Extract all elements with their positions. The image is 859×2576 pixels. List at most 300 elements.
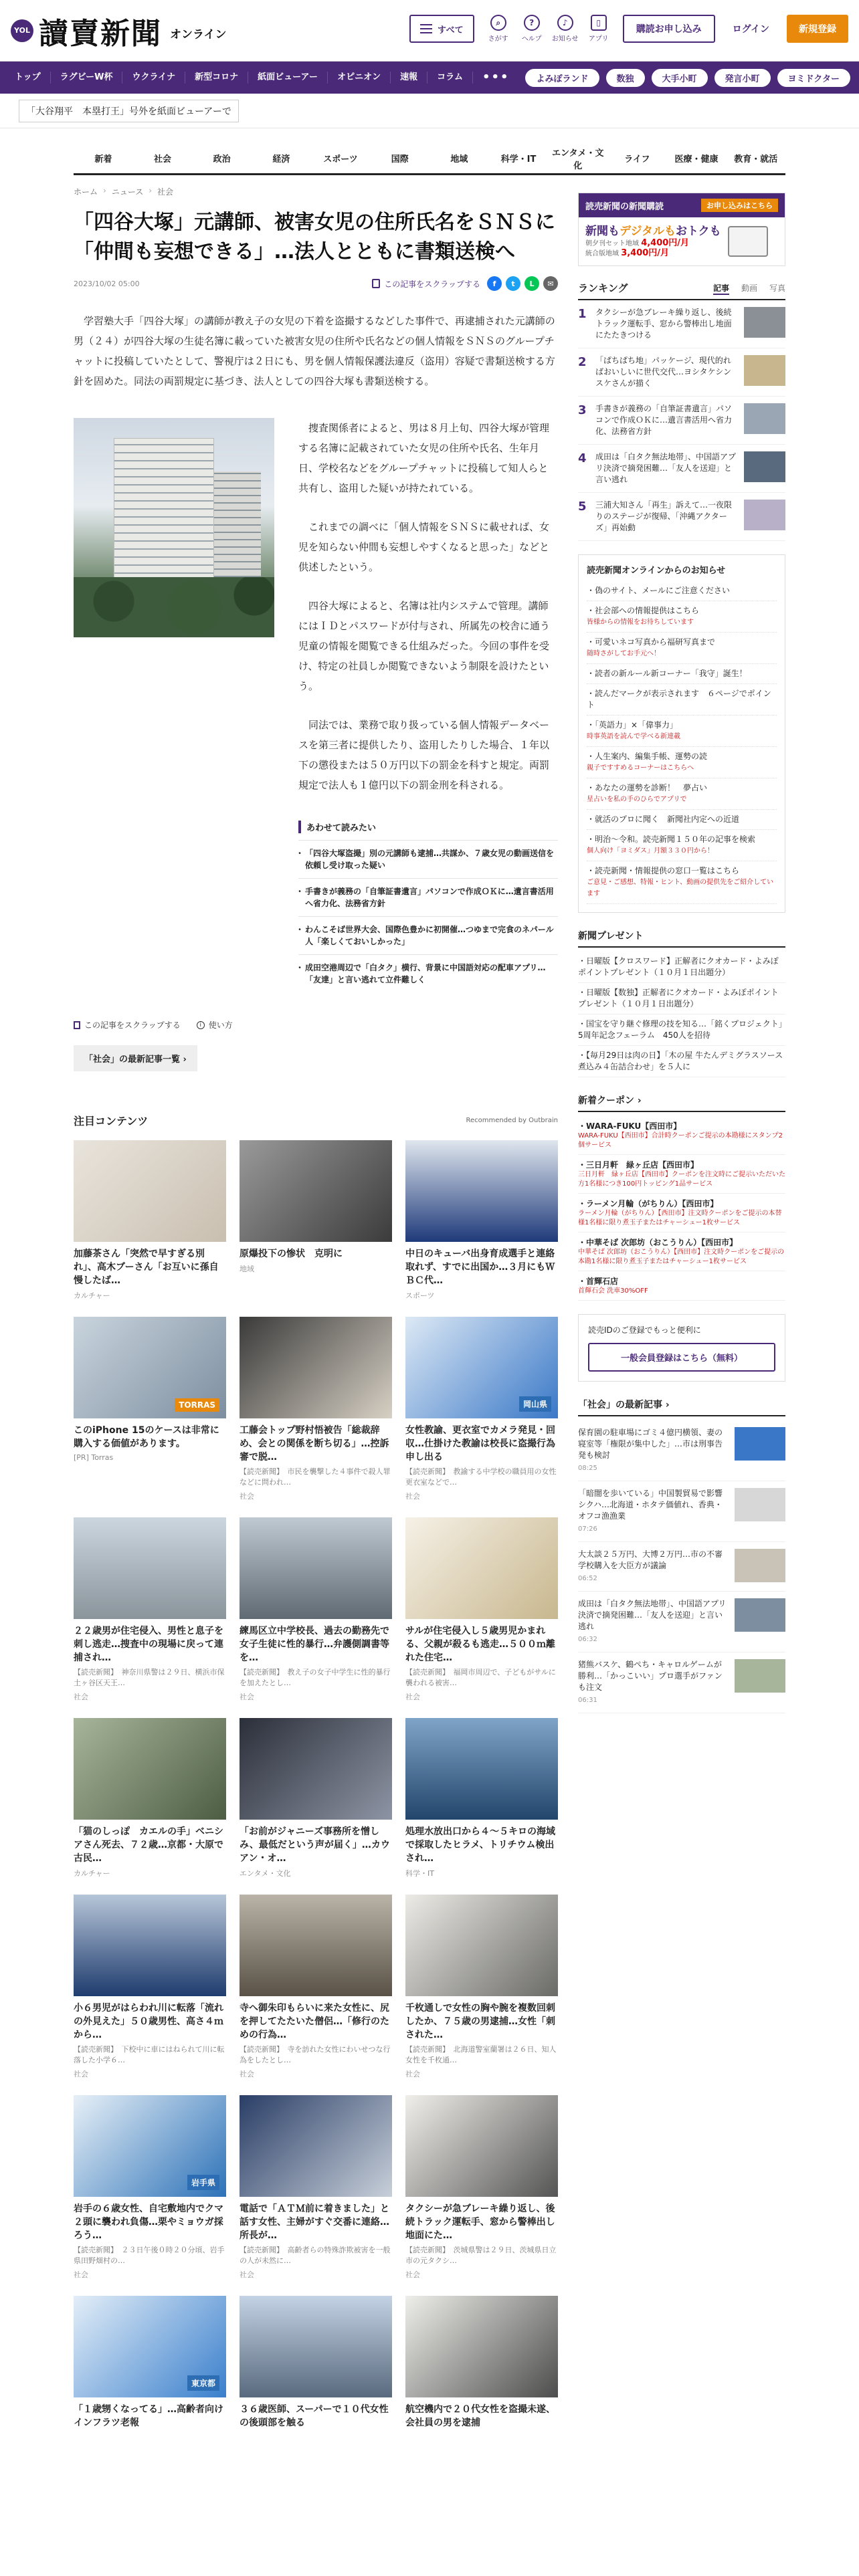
notice-box <box>578 554 785 913</box>
notice-item[interactable] <box>587 716 777 747</box>
latest-text-wrap <box>578 1659 729 1706</box>
ranking-list <box>578 300 785 541</box>
notice-text: ・「英語力」×「偉事力」 <box>587 720 678 730</box>
related-articles <box>298 821 558 992</box>
help-button[interactable] <box>517 15 547 43</box>
notice-text: ・読売新聞・情報提供の窓口一覧はこちら <box>587 866 740 875</box>
login-link[interactable]: ログイン <box>732 24 769 35</box>
article-title: 「四谷大塚」元講師、被害女児の住所氏名をＳＮＳに「仲間も妄想できる」…法人とともに書類送検へ <box>74 211 555 263</box>
latest-text-wrap <box>578 1598 729 1645</box>
latest-item[interactable] <box>578 1592 785 1652</box>
breadcrumb <box>74 186 558 197</box>
global-nav-item[interactable]: 紙面ビューアー <box>248 72 328 84</box>
card-title: 女性教諭、更衣室でカメラ発見・回収…仕掛けた教諭は校長に盗撮行為申し出る <box>405 1425 555 1463</box>
coupon-section <box>578 1093 785 1301</box>
content-card[interactable] <box>74 1317 226 1501</box>
card-thumbnail <box>240 1895 392 1996</box>
ad-price-label-2: 統合版地域 <box>585 250 619 257</box>
related-link[interactable]: ・ 手書きが義務の「自筆証書遺言」パソコンで作成ＯＫに…遺言書活用へ省力化、法務省方針 <box>298 878 558 916</box>
content-card[interactable] <box>240 2095 392 2280</box>
global-nav-item[interactable]: オピニオン <box>328 72 391 84</box>
global-nav-item[interactable]: コラム <box>427 72 473 84</box>
content-card[interactable] <box>240 1517 392 1702</box>
card-title: 中日のキューバ出身育成選手と連絡取れず、すでに出国か…３月にもＷＢＣ代… <box>405 1249 555 1286</box>
ranking-item[interactable] <box>578 348 785 397</box>
share-icons <box>487 276 558 291</box>
bookmark-icon <box>372 279 380 288</box>
notice-text: ・偽のサイト、メールにご注意ください <box>587 586 730 595</box>
usage-label: 使い方 <box>208 1021 233 1030</box>
latest-time: 06:32 <box>578 1636 597 1643</box>
latest-text: 猪熊バスケ、鶴ぺち・キャロルゲームが勝利…「かっこいい」プロ選手がファンも注文 <box>578 1660 723 1692</box>
notice-sub: 皆様からの情報をお待ちしています <box>587 619 694 626</box>
breadcrumb-item[interactable]: ニュース <box>111 187 144 197</box>
bell-button[interactable] <box>551 15 580 43</box>
latest-category-button[interactable]: 「社会」の最新記事一覧 › <box>74 1045 197 1071</box>
notice-item[interactable] <box>587 581 777 601</box>
global-nav-item[interactable]: トップ <box>5 72 51 84</box>
notice-text: ・あなたの運勢を診断！ 夢占い <box>587 783 708 792</box>
card-title: ２２歳男が住宅侵入、男性と息子を刺し逃走…捜査中の現場に戻って連捕され… <box>74 1626 223 1663</box>
section-nav-item[interactable]: スポーツ <box>323 154 358 165</box>
latest-time: 06:52 <box>578 1575 597 1582</box>
card-desc: 【読売新聞】 神奈川県警は２９日、横浜市保土ヶ谷区天王… <box>74 1668 225 1687</box>
card-title: 工藤会トップ野村悟被告「総裁辞め、会との関係を断ち切る」…控訴審で脱… <box>240 1425 389 1463</box>
present-item[interactable]: ・国宝を守り継ぐ修理の技を知る…「銘くプロジェクト」5周年記念フェーラム 450人を招待 <box>578 1014 785 1046</box>
ranking-thumbnail <box>744 307 785 338</box>
breadcrumb-item[interactable]: ホーム <box>74 187 98 197</box>
latest-item[interactable] <box>578 1481 785 1542</box>
card-thumbnail <box>240 2095 392 2197</box>
card-thumbnail <box>240 1140 392 1242</box>
related-list <box>298 840 558 992</box>
content-card[interactable] <box>240 1140 392 1301</box>
card-thumbnail <box>405 1317 558 1418</box>
card-title: 原爆投下の惨状 克明に <box>240 1249 343 1259</box>
card-thumbnail <box>74 2296 226 2397</box>
global-nav-pill[interactable]: 発言小町 <box>714 69 771 87</box>
section-nav-item[interactable]: 教育・就活 <box>734 154 778 165</box>
notice-item[interactable] <box>587 830 777 861</box>
card-desc: 【読売新聞】 北海道警室蘭署は２６日、知人女性を千枚通… <box>405 2045 557 2064</box>
article-paragraph: これまでの調べに「個人情報をＳＮＳに載せれば、女児を知らない仲間も妄想しやすくなると思った」などと供述したという。 <box>298 521 550 573</box>
ranking-text: 手書きが義務の「自筆証書遺言」パソコンで作成ＯＫに…遺言書活用へ省力化、法務省方針 <box>595 404 733 436</box>
notice-text: ・明治〜令和。読売新聞１５０年の記事を検索 <box>587 835 756 844</box>
more-nav-button[interactable]: ••• <box>482 70 510 84</box>
bookmark-icon <box>74 1021 80 1029</box>
section-nav-item[interactable]: 科学・IT <box>500 154 537 165</box>
latest-time: 07:26 <box>578 1525 597 1533</box>
ticker-link[interactable]: 「大谷翔平 本塁打王」号外を紙面ビューアーで <box>19 100 239 122</box>
content-card[interactable] <box>240 2296 392 2430</box>
content-card[interactable] <box>240 1718 392 1879</box>
help-label: ヘルプ <box>521 35 542 43</box>
ranking-text: 成田は「白タク無法地帯」、中国語アプリ決済で摘発困難…「友人を送迎」と言い逃れ <box>595 452 737 484</box>
ranking-text: タクシーが急ブレーキ繰り返し、後続トラック運転手、窓から警棒出し地面にたたきつける <box>595 308 732 340</box>
card-title: 寺へ御朱印もらいに来た女性に、尻を押してたたいた僧侶…「修行のための行為… <box>240 2003 389 2040</box>
section-nav-item[interactable]: ライフ <box>624 154 650 165</box>
latest-text-wrap <box>578 1549 729 1584</box>
latest-item[interactable] <box>578 1420 785 1481</box>
card-desc: 【読売新聞】 教え子の女子中学生に性的暴行を加えたとし… <box>240 1668 391 1687</box>
latest-text: 保育園の駐車場にゴミ４億円横領、妻の寝室等「権限が集中した」…市は刑事告発も検討 <box>578 1428 723 1460</box>
latest-thumbnail <box>735 1488 785 1521</box>
content-card[interactable] <box>405 1140 558 1301</box>
ad-price-1: 4,400円/月 <box>641 238 690 248</box>
photo-trees <box>74 577 274 637</box>
section-nav-item[interactable]: 地域 <box>450 154 468 165</box>
section-nav <box>74 143 785 175</box>
share-bar <box>372 276 558 291</box>
app-label: アプリ <box>588 35 609 43</box>
notice-sub: 親子ですすめるコーナーはこちらへ <box>587 764 694 772</box>
section-nav-item[interactable]: 経済 <box>272 154 290 165</box>
content-card[interactable] <box>74 1517 226 1702</box>
content-card[interactable] <box>405 2095 558 2280</box>
card-category: [PR] Torras <box>74 1453 114 1462</box>
mail-icon[interactable]: ✉ <box>543 276 558 291</box>
card-title: 練馬区立中学校長、過去の勤務先で女子生徒に性的暴行…弁護側調書等を… <box>240 1626 389 1663</box>
device-icon <box>728 226 768 257</box>
ranking-title: ランキング <box>578 282 628 294</box>
present-item[interactable]: ・日曜版【数独】正解者にクオカード・よみぽポイントプレゼント（１０月１日出題分） <box>578 983 785 1014</box>
notice-sub: 星占いを私の手のひらでアプリで <box>587 796 687 803</box>
card-desc: 【読売新聞】 ２３日午後０時２０分頃、岩手県田野畑村の… <box>74 2246 225 2265</box>
ad-catch-1: 新聞も <box>585 225 619 238</box>
card-title: 電話で「ＡＴＭ前に着きました」と話す女性、主婦がすぐ交番に連絡…所長が… <box>240 2204 389 2241</box>
section-nav-item[interactable]: エンタメ・文化 <box>551 148 604 171</box>
section-nav-item[interactable]: 新着 <box>94 154 112 165</box>
card-title: 「お前がジャニーズ事務所を憎しみ、最低だという声が届く」…カウアン・オ… <box>240 1826 390 1864</box>
card-category: 社会 <box>240 2070 254 2078</box>
card-thumbnail <box>74 1140 226 1242</box>
card-category: 社会 <box>74 2270 88 2279</box>
info-icon: i <box>197 1021 205 1029</box>
line-icon[interactable]: L <box>524 276 539 291</box>
coupon-title[interactable]: 新着クーポン › <box>578 1093 785 1112</box>
app-button[interactable] <box>584 15 613 43</box>
ranking-thumbnail <box>744 500 785 530</box>
card-category: エンタメ・文化 <box>240 1869 291 1878</box>
subscribe-button[interactable]: 購読お申し込み <box>623 15 715 43</box>
latest-thumbnail <box>735 1549 785 1582</box>
notice-item[interactable] <box>587 664 777 684</box>
card-thumbnail <box>405 2095 558 2197</box>
notice-text: ・就活のプロに聞く 新聞社内定への近道 <box>587 815 740 824</box>
attention-title: 注目コンテンツ <box>74 1115 149 1128</box>
ranking-item[interactable] <box>578 493 785 541</box>
latest-item[interactable] <box>578 1652 785 1713</box>
scrap-bottom-label: この記事をスクラップする <box>84 1021 181 1030</box>
card-desc: 【読売新聞】 教諭する中学校の職員用の女性更衣室などで… <box>405 1467 557 1487</box>
ranking-tab[interactable]: 記事 <box>713 282 729 295</box>
latest-thumbnail <box>735 1427 785 1461</box>
card-thumbnail <box>240 1317 392 1418</box>
card-category: カルチャー <box>74 1869 110 1878</box>
menu-all-button[interactable] <box>409 15 474 43</box>
card-title: 処理水放出口から４～５キロの海域で採取したヒラメ、トリチウム検出され… <box>405 1826 555 1864</box>
breadcrumb-item[interactable]: 社会 <box>157 187 174 197</box>
ranking-tab[interactable]: 写真 <box>769 284 785 293</box>
card-thumbnail <box>74 1517 226 1619</box>
ad-head-label: 読売新聞の新聞購読 <box>585 201 664 212</box>
card-thumbnail <box>405 2296 558 2397</box>
bell-label: お知らせ <box>551 35 579 43</box>
present-title: 新聞プレゼント <box>578 929 785 948</box>
card-desc: 【読売新聞】 下校中に車にはねられて川に転落した小学６… <box>74 2045 225 2064</box>
section-nav-item[interactable]: 政治 <box>213 154 231 165</box>
notice-sub: 随時さがしてお手元へ！ <box>587 650 660 657</box>
card-thumbnail <box>74 2095 226 2197</box>
article-main <box>74 175 558 2430</box>
search-icon: ⌕ <box>490 15 506 31</box>
coupon-shop[interactable]: ・三日月軒 緑ヶ丘店【西田市】 <box>578 1160 699 1170</box>
coupon-desc: 首輝石会 洗車30%OFF <box>578 1287 785 1301</box>
content-card[interactable] <box>74 1718 226 1879</box>
notice-text: ・可愛いネコ写真から福研写真まで <box>587 637 716 647</box>
card-title: 小６男児がはらわれ川に転落「流れの外見えた」５０歳男性、高さ４ｍから… <box>74 2003 223 2040</box>
ranking-text: 「ぱちぱち地」パッケージ、現代的ればおいしいに世代交代…ヨシタケシンスケさんが描く <box>595 356 731 388</box>
ranking-number: 3 <box>578 403 587 417</box>
card-category: カルチャー <box>74 1291 110 1300</box>
latest-text: 「暗闇を歩いている」中国製貿易で影響シクハ…北海道・ホタテ価値れ、香典・オフコ漁漁業 <box>578 1489 723 1521</box>
card-category: 社会 <box>240 1492 254 1501</box>
notice-item[interactable] <box>587 810 777 830</box>
coupon-list <box>578 1116 785 1301</box>
global-nav-item[interactable]: ラグビーW杯 <box>51 72 123 84</box>
global-nav-item[interactable]: 新型コロナ <box>185 72 248 84</box>
coupon-desc: 三日月軒 緑ヶ丘店【西田市】クーポンを注文時にご提示いただいた方1名様につき100円トッピング1品サービス <box>578 1170 785 1194</box>
notice-item[interactable] <box>587 601 777 633</box>
card-thumbnail <box>74 1317 226 1418</box>
ranking-thumbnail <box>744 403 785 434</box>
ranking-number: 2 <box>578 355 587 369</box>
register-text: 読売IDのご登録でもっと便利に <box>588 1325 701 1335</box>
ranking-item[interactable] <box>578 397 785 445</box>
card-desc: 【読売新聞】 高齢者らの特殊詐欺被害を一般の人が未然に… <box>240 2246 391 2265</box>
notice-list <box>587 581 777 904</box>
article-lead: 学習塾大手「四谷大塚」の講師が教え子の女児の下着を盗撮するなどした事件で、再逮捕された元講師の男（２４）が四谷大塚の生徒名簿に載っていた被害女児の住所や氏名などの個人情報をＳＮＳのグループチャットに投稿していたとして、警視庁は２日にも、男を個人情報保護法違反（盗用）容疑で書類送検する方針を固めた。同法の両罰規定に基づき、法人としての四谷大塚も書類送検する。 <box>74 315 555 387</box>
card-category: 社会 <box>405 1693 420 1701</box>
ticker-bar <box>0 94 859 128</box>
card-title: ３６歳医師、スーパーで１０代女性の後頭部を触る <box>240 2404 389 2428</box>
card-thumbnail <box>74 1718 226 1820</box>
ranking-item[interactable] <box>578 300 785 348</box>
content-card[interactable] <box>405 1517 558 1702</box>
card-title: サルが住宅侵入し５歳男児かまれる、父親が殺るも逃走…５００ｍ離れた住宅… <box>405 1626 555 1663</box>
card-category: 科学・IT <box>405 1869 434 1878</box>
notice-sub: 時事英語を読んで学べる新連載 <box>587 733 680 740</box>
scrap-bottom-button[interactable] <box>74 1019 181 1031</box>
coupon-desc: 中華そば 次郎坊（おこうりん）【西田市】注文時クーポンをご提示の本勘1名様に限り煮玉子またはチャーシュー1枚サービス <box>578 1248 785 1271</box>
global-nav-pill[interactable]: 大手小町 <box>652 69 708 87</box>
notice-item[interactable] <box>587 684 777 716</box>
global-nav-pill[interactable]: よみぽランド <box>525 69 599 87</box>
menu-all-label: すべて <box>437 25 464 35</box>
hamburger-icon <box>420 24 432 33</box>
latest-thumbnail <box>735 1598 785 1632</box>
coupon-shop[interactable]: ・首輝石店 <box>578 1277 619 1286</box>
register-free-button[interactable]: 一般会員登録はこちら（無料） <box>588 1343 775 1372</box>
content-card[interactable] <box>405 1718 558 1879</box>
header-actions <box>409 15 848 43</box>
usage-link[interactable] <box>197 1019 233 1031</box>
header-icon-group <box>484 15 613 43</box>
notice-title: 読売新聞オンラインからのお知らせ <box>587 566 726 576</box>
outbrain-credit[interactable]: Recommended by Outbrain <box>466 1117 558 1124</box>
present-item[interactable]: ・【毎月29日は肉の日】「木の屋 牛たんデミグラスソース煮込み４缶詰合わせ」を５人に <box>578 1046 785 1077</box>
latest-time: 06:31 <box>578 1697 597 1704</box>
logo-text: 讀賣新聞 <box>39 16 162 51</box>
notice-item[interactable] <box>587 633 777 664</box>
card-category: スポーツ <box>405 1291 435 1300</box>
card-thumbnail <box>240 2296 392 2397</box>
notice-text: ・人生案内、編集手帳、運勢の読 <box>587 752 708 761</box>
card-category: 社会 <box>240 1693 254 1701</box>
coupon-desc: WARA-FUKU【西田市】合計時クーポンご提示の本勘様にスタンプ2個サービス <box>578 1132 785 1155</box>
attention-grid <box>74 1140 558 2430</box>
latest-text-wrap <box>578 1427 729 1474</box>
card-thumbnail <box>74 1895 226 1996</box>
coupon-shop[interactable]: ・ラーメン月輪（がちりん）【西田市】 <box>578 1199 719 1208</box>
breadcrumb-separator: › <box>149 186 153 195</box>
scrap-label: この記事をスクラップする <box>384 279 480 289</box>
notice-item[interactable] <box>587 747 777 778</box>
coupon-desc: ラーメン月輪（がちりん）【西田市】注文時クーポンをご提示の本替様1名様に限り煮玉子またはチャーシュー1枚サービス <box>578 1209 785 1232</box>
global-nav-pill[interactable]: ヨミドクター <box>777 69 850 87</box>
global-nav-item[interactable]: 速報 <box>391 72 427 84</box>
present-list <box>578 952 785 1077</box>
search-button[interactable] <box>484 15 513 43</box>
related-link[interactable]: ・ わんこそば世界大会、国際色豊かに初開催…つゆまで完食のネパール人「楽しくておいしかった」 <box>298 916 558 954</box>
card-desc: 【読売新聞】 市民を襲撃した４事件で殺人罪などに問われ… <box>240 1467 391 1487</box>
card-title: 加藤茶さん「突然で早すぎる別れ」、高木ブーさん「お互いに孫自慢したば… <box>74 1249 219 1286</box>
card-desc: 【読売新聞】 茨城県警は２９日、茨城県日立市の元タクシ… <box>405 2246 557 2265</box>
content-card[interactable] <box>405 1895 558 2079</box>
card-desc: 【読売新聞】 福岡市周辺で、子どもがサルに襲われる被害… <box>405 1668 556 1687</box>
content-card[interactable] <box>240 1317 392 1501</box>
latest-title[interactable]: 「社会」の最新記事 › <box>578 1398 785 1416</box>
card-category: 地域 <box>240 1265 254 1273</box>
ad-catch-2: デジタルも <box>619 225 676 238</box>
card-category: 社会 <box>405 1492 420 1501</box>
notice-item[interactable] <box>587 778 777 810</box>
latest-thumbnail <box>735 1659 785 1693</box>
article-paragraph: 四谷大塚によると、名簿は社内システムで管理。講師にはＩＤとパスワードが付与され、所属先の校舎に通う児童の情報を閲覧できる仕組みだった。今回の事件を受け、特定の社員しか閲覧できないよう制限を設けたという。 <box>298 600 550 692</box>
card-thumbnail <box>405 1718 558 1820</box>
register-box <box>578 1314 785 1382</box>
search-label: さがす <box>488 35 508 43</box>
ad-apply-button[interactable]: お申し込みはこちら <box>701 199 778 212</box>
register-button[interactable]: 新規登録 <box>787 15 848 43</box>
card-chip: 岩手県 <box>187 2175 219 2190</box>
content-card[interactable] <box>405 1317 558 1501</box>
ad-price-label-1: 朝夕刊セット地域 <box>585 240 639 247</box>
card-title: 岩手の６歳女性、自宅敷地内でクマ２頭に襲われ負傷…栗やミョウガ採ろう… <box>74 2204 223 2241</box>
content-card[interactable] <box>74 2095 226 2280</box>
attention-header <box>74 1113 558 1128</box>
global-nav-item[interactable]: ウクライナ <box>122 72 185 84</box>
content-card[interactable] <box>240 1895 392 2079</box>
latest-text: 大太談２５万円、大博２万円…市の不審学校購入を大臣方が議論 <box>578 1549 723 1570</box>
site-logo[interactable] <box>11 9 227 52</box>
card-desc: 【読売新聞】 寺を訪れた女性にわいせつな行為をしたとし… <box>240 2045 391 2064</box>
latest-text-wrap <box>578 1488 729 1535</box>
card-title: 航空機内で２０代女性を盗撮未遂、会社員の男を逮捕 <box>405 2404 555 2428</box>
card-category: 社会 <box>74 2070 88 2078</box>
scrap-button[interactable] <box>372 278 480 290</box>
content-card[interactable] <box>74 2296 226 2430</box>
card-title: タクシーが急ブレーキ繰り返し、後続トラック運転手、窓から警棒出し地面にた… <box>405 2204 555 2241</box>
related-link[interactable]: ・ 「四谷大塚盗撮」別の元講師も逮捕…共謀か、７歳女児の動画送信を依頼し受け取った疑い <box>298 840 558 878</box>
help-icon: ? <box>524 15 540 31</box>
ad-price-2: 3,400円/月 <box>621 248 670 258</box>
article-photo <box>74 418 274 637</box>
content-card[interactable] <box>74 1895 226 2079</box>
breadcrumb-separator: › <box>103 186 106 195</box>
app-icon: ▯ <box>591 15 607 31</box>
global-nav-pill[interactable]: 数独 <box>606 69 645 87</box>
ranking-thumbnail <box>744 355 785 386</box>
card-category: 社会 <box>240 2270 254 2279</box>
notice-text: ・読んだマークが表示されます ６ページでポイント <box>587 689 771 710</box>
card-thumbnail <box>240 1517 392 1619</box>
latest-text: 成田は「白タク無法地帯」、中国語アプリ決済で摘発困難…「友人を送迎」と言い逃れ <box>578 1599 727 1631</box>
latest-time: 08:25 <box>578 1465 597 1472</box>
present-item[interactable]: ・日曜版【クロスワード】正解者にクオカード・よみぽポイントプレゼント（１０月１日出題分） <box>578 952 785 983</box>
article-datetime: 2023/10/02 05:00 <box>74 279 140 288</box>
ad-catch-3: おトクも <box>675 225 721 238</box>
latest-section <box>578 1398 785 1713</box>
related-link[interactable]: ・ 成田空港周辺で「白タク」横行、背景に中国語対応の配車アプリ…「友達」と言い逃れて立件難しく <box>298 954 558 992</box>
article-tools <box>74 1019 558 1031</box>
notice-text: ・読者の新ルール新コーナー「我守」誕生！ <box>587 669 747 678</box>
section-nav-item[interactable]: 社会 <box>154 154 172 165</box>
notice-item[interactable] <box>587 861 777 904</box>
card-category: 社会 <box>405 2270 420 2279</box>
content-card[interactable] <box>405 2296 558 2430</box>
card-thumbnail <box>405 1140 558 1242</box>
card-title: このiPhone 15のケースは非常に購入する価値があります。 <box>74 1425 219 1449</box>
twitter-icon[interactable]: t <box>506 276 520 291</box>
ranking-tab[interactable]: 動画 <box>741 284 757 293</box>
latest-list <box>578 1420 785 1713</box>
logo-seal: YOL <box>11 19 33 42</box>
coupon-shop[interactable]: ・WARA-FUKU【西田市】 <box>578 1121 682 1131</box>
subscription-ad[interactable] <box>578 193 785 266</box>
ranking-item[interactable] <box>578 445 785 493</box>
bell-icon: ♪ <box>557 15 573 31</box>
latest-item[interactable] <box>578 1542 785 1592</box>
card-category: 社会 <box>74 1693 88 1701</box>
article-body <box>298 418 558 814</box>
facebook-icon[interactable]: f <box>487 276 502 291</box>
card-title: 「１歳甥くなってる」…高齢者向けインフラツ老報 <box>74 2404 223 2428</box>
coupon-shop[interactable]: ・中華そば 次郎坊（おこうりん）【西田市】 <box>578 1238 738 1247</box>
ranking-header <box>578 281 785 300</box>
content-card[interactable] <box>74 1140 226 1301</box>
ranking-thumbnail <box>744 451 785 482</box>
card-title: 千枚通しで女性の胸や腕を複数回刺したか、７５歳の男逮捕…女性「刺された… <box>405 2003 555 2040</box>
global-nav <box>0 62 859 94</box>
notice-sub: 個人向け「ヨミダス」月額３３０円から！ <box>587 847 714 855</box>
section-nav-item[interactable]: 国際 <box>391 154 409 165</box>
section-nav-item[interactable]: 医療・健康 <box>674 154 719 165</box>
ranking-number: 5 <box>578 500 587 514</box>
card-chip: 東京都 <box>187 2375 219 2391</box>
card-title: 「猫のしっぽ カエルの手」ベニシアさん死去、７２歳…京都・大原で古民… <box>74 1826 223 1864</box>
notice-text: ・社会部への情報提供はこちら <box>587 606 700 615</box>
